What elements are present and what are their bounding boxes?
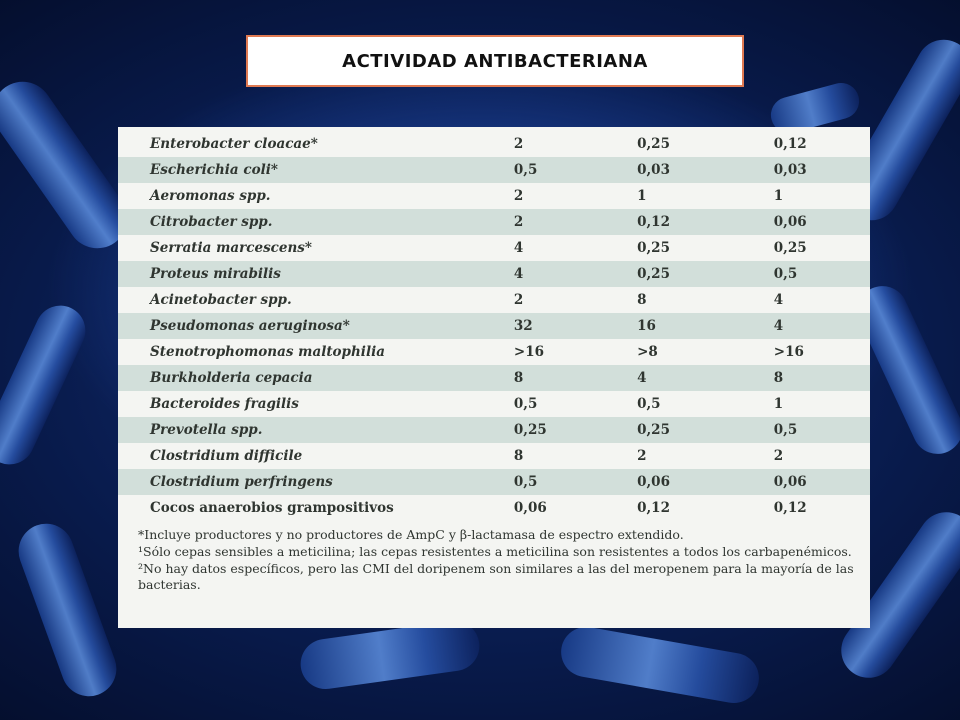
mic-value-1: 0,25 xyxy=(513,422,547,438)
mic-value-2: 8 xyxy=(637,292,647,308)
mic-value-1: >16 xyxy=(513,344,544,360)
mic-value-1: 2 xyxy=(513,136,524,152)
table-row xyxy=(118,495,870,521)
mic-value-1: 4 xyxy=(513,240,524,256)
mic-value-2: 0,12 xyxy=(637,214,670,230)
mic-value-2: 2 xyxy=(637,448,647,464)
table-row xyxy=(118,365,870,391)
table-row xyxy=(118,235,870,261)
bacteria-decoration xyxy=(297,618,482,693)
mic-value-2: 4 xyxy=(637,370,647,386)
mic-value-1: 8 xyxy=(513,448,524,464)
bacteria-decoration xyxy=(0,297,94,472)
table-row xyxy=(118,157,870,183)
table-row xyxy=(118,261,870,287)
mic-value-1: 0,06 xyxy=(513,500,547,516)
mic-value-2: 0,25 xyxy=(637,422,670,438)
mic-value-3: 0,12 xyxy=(773,500,807,516)
organism-name: Clostridium difficile xyxy=(150,448,303,464)
organism-name: Cocos anaerobios grampositivos xyxy=(150,500,394,516)
mic-table xyxy=(118,131,870,521)
organism-name: Aeromonas spp. xyxy=(150,188,271,204)
mic-value-2: 1 xyxy=(637,188,647,204)
mic-value-2: >8 xyxy=(637,344,658,360)
footnote: ²No hay datos específicos, pero las CMI del doripenem son similares a las del meropenem para la mayoría de las bacterias. xyxy=(138,561,854,592)
mic-value-2: 0,25 xyxy=(637,266,670,282)
mic-value-1: 2 xyxy=(513,214,524,230)
slide-title: ACTIVIDAD ANTIBACTERIANA xyxy=(246,35,744,87)
table-row xyxy=(118,209,870,235)
mic-value-3: >16 xyxy=(773,344,804,360)
organism-name: Escherichia coli* xyxy=(150,162,278,178)
table-image-panel xyxy=(118,127,870,628)
mic-value-1: 2 xyxy=(513,188,524,204)
mic-value-3: 4 xyxy=(773,318,784,334)
mic-value-3: 0,06 xyxy=(773,214,807,230)
mic-value-1: 0,5 xyxy=(513,396,538,412)
mic-value-2: 0,5 xyxy=(637,396,661,412)
footnote: *Incluye productores y no productores de AmpC y β-lactamasa de espectro extendido. xyxy=(138,527,684,542)
mic-value-2: 0,12 xyxy=(637,500,670,516)
table-row xyxy=(118,313,870,339)
organism-name: Citrobacter spp. xyxy=(150,214,273,230)
organism-name: Serratia marcescens* xyxy=(150,240,312,256)
mic-value-3: 0,03 xyxy=(773,162,807,178)
table-row xyxy=(118,417,870,443)
mic-value-2: 16 xyxy=(637,318,656,334)
footnotes xyxy=(118,521,870,593)
organism-name: Stenotrophomonas maltophilia xyxy=(150,344,385,360)
organism-name: Clostridium perfringens xyxy=(150,474,333,490)
organism-name: Prevotella spp. xyxy=(150,422,263,438)
footnote: ¹Sólo cepas sensibles a meticilina; las cepas resistentes a meticilina son resistentes a todos los carbapenémicos. xyxy=(138,544,852,559)
mic-value-3: 2 xyxy=(773,448,784,464)
table-row xyxy=(118,469,870,495)
mic-value-1: 8 xyxy=(513,370,524,386)
organism-name: Proteus mirabilis xyxy=(150,266,281,282)
mic-value-3: 0,06 xyxy=(773,474,807,490)
mic-value-1: 0,5 xyxy=(513,162,538,178)
mic-value-3: 0,12 xyxy=(773,136,807,152)
table-row xyxy=(118,391,870,417)
bacteria-decoration xyxy=(11,516,124,704)
mic-value-1: 4 xyxy=(513,266,524,282)
mic-value-3: 1 xyxy=(773,188,784,204)
table-row xyxy=(118,443,870,469)
mic-value-3: 0,5 xyxy=(773,422,798,438)
mic-value-3: 4 xyxy=(773,292,784,308)
bacteria-decoration xyxy=(557,623,763,707)
organism-name: Bacteroides fragilis xyxy=(150,396,299,412)
mic-value-3: 0,25 xyxy=(773,240,807,256)
mic-value-2: 0,06 xyxy=(637,474,670,490)
mic-value-3: 1 xyxy=(773,396,784,412)
mic-value-3: 0,5 xyxy=(773,266,798,282)
organism-name: Pseudomonas aeruginosa* xyxy=(150,318,350,334)
organism-name: Acinetobacter spp. xyxy=(150,292,292,308)
mic-value-1: 32 xyxy=(513,318,533,334)
table-row xyxy=(118,339,870,365)
table-row xyxy=(118,131,870,157)
organism-name: Enterobacter cloacae* xyxy=(150,136,318,152)
mic-value-2: 0,25 xyxy=(637,136,670,152)
mic-value-2: 0,25 xyxy=(637,240,670,256)
mic-value-2: 0,03 xyxy=(637,162,670,178)
organism-name: Burkholderia cepacia xyxy=(150,370,313,386)
mic-value-1: 2 xyxy=(513,292,524,308)
mic-value-3: 8 xyxy=(773,370,784,386)
mic-value-1: 0,5 xyxy=(513,474,538,490)
table-row xyxy=(118,287,870,313)
table-row xyxy=(118,183,870,209)
